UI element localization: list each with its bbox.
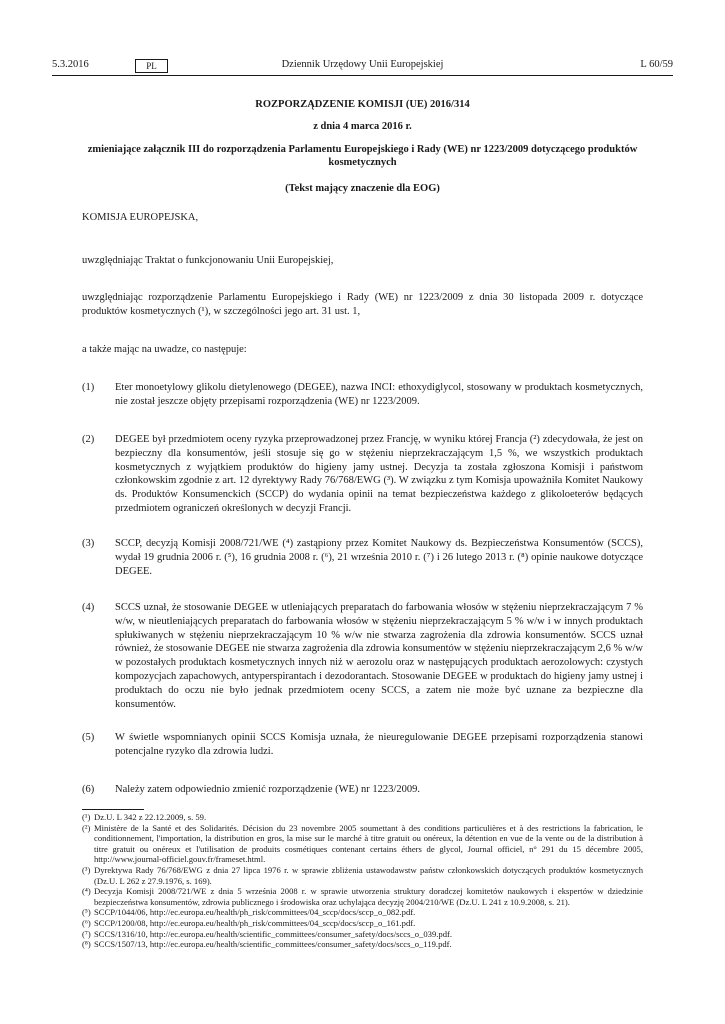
journal-title: Dziennik Urzędowy Unii Europejskiej bbox=[281, 59, 444, 70]
recital-number: (2) bbox=[82, 434, 95, 445]
footnote-6 bbox=[82, 918, 643, 929]
footnotes bbox=[82, 812, 643, 950]
title-eea-relevance: (Tekst mający znaczenie dla EOG) bbox=[285, 183, 440, 194]
recital-3 bbox=[82, 537, 643, 578]
page-header bbox=[52, 59, 673, 75]
regulation-title bbox=[60, 98, 665, 195]
recital-text: Należy zatem odpowiednio zmienić rozporządzenie (WE) nr 1223/2009. bbox=[115, 784, 420, 795]
title-subject: zmieniające załącznik III do rozporządzenia Parlamentu Europejskiego i Rady (WE) nr 1223/2009 dotyczącego produktów kosmetycznych bbox=[87, 144, 638, 168]
footnote-text: SCCP/1200/08, http://ec.europa.eu/health/ph_risk/committees/04_sccp/docs/sccp_o_161.pdf. bbox=[94, 917, 416, 928]
recital-number: (6) bbox=[82, 784, 95, 795]
recital-1 bbox=[82, 381, 643, 409]
footnote-number: (⁸) bbox=[82, 939, 91, 950]
footnote-number: (³) bbox=[82, 864, 91, 875]
footnote-divider bbox=[82, 809, 144, 810]
footnote-text: SCCS/1507/13, http://ec.europa.eu/health/scientific_committees/consumer_safety/docs/sccs_o_119.pdf. bbox=[94, 939, 452, 950]
recital-text: SCCS uznał, że stosowanie DEGEE w utleniających preparatach do farbowania włosów w stężeniu nieprzekraczającym 7 % w/w, w nieutleniających preparatach do farbowania włosów w stężeniu nieprzekraczającym 5 % w/w i w innych produktach spłukiwanych w stężeniu nieprzekraczającym 10 % w/w nie stwarza zagrożenia dla zdrowia konsumentów. SCCS uznał również, że stosowanie DEGEE nie stwarza zagrożenia dla zdrowia konsumentów w stężeniu nieprzekraczającym 2,6 % w/w w pozostałych produktach kosmetycznych innych niż w aerozolu oraz w następujących produktach aerozolowych: czystych kompozycjach zapachowych, antyperspirantach i dezodorantach. Stosowanie DEGEE w produktach do higieny jamy ustnej i produktach do oczu nie było jednak przedmiotem oceny SCCS, a zatem nie może być uznane za bezpieczne dla konsumentów. bbox=[115, 602, 643, 710]
language-badge: PL bbox=[135, 59, 168, 73]
footnote-3 bbox=[82, 865, 643, 886]
footnote-number: (⁴) bbox=[82, 886, 91, 897]
citation-regulation: uwzględniając rozporządzenie Parlamentu Europejskiego i Rady (WE) nr 1223/2009 z dnia 30 listopada 2009 r. dotyczące produktów kosmetycznych (¹), w szczególności jego art. 31 ust. 1, bbox=[82, 292, 643, 317]
page-number: L 60/59 bbox=[640, 59, 673, 70]
recital-number: (1) bbox=[82, 382, 95, 393]
footnote-text: Ministère de la Santé et des Solidarités. Décision du 23 novembre 2005 soumettant à des conditions particulières et à des restrictions la fabrication, le conditionnement, l'importation, la distribution en gros, la mise sur le marché à titre gratuit ou onéreux, la détention en vue de la vente ou de la distribution à titre gratuit ou onéreux et l'utilisation de produits cosmétiques contenant certains éthers de glycol, Journal officiel, n° 291 du 15 décembre 2005, http://www.journal-officiel.gouv.fr/frameset.html. bbox=[94, 822, 643, 865]
header-divider bbox=[52, 75, 673, 76]
recital-number: (4) bbox=[82, 602, 95, 613]
footnote-1 bbox=[82, 812, 643, 823]
recital-text: W świetle wspomnianych opinii SCCS Komisja uznała, że nieuregulowanie DEGEE przepisami rozporządzenia stanowi potencjalne ryzyko dla zdrowia ludzi. bbox=[115, 732, 643, 757]
footnote-text: Dyrektywa Rady 76/768/EWG z dnia 27 lipca 1976 r. w sprawie zbliżenia ustawodawstw państw członkowskich dotyczących produktów kosmetycznych (Dz.U. L 262 z 27.9.1976, s. 169). bbox=[94, 864, 643, 886]
recital-text: Eter monoetylowy glikolu dietylenowego (DEGEE), nazwa INCI: ethoxydiglycol, stosowany w produktach kosmetycznych, nie został jeszcze objęty przepisami rozporządzenia (WE) nr 1223/2009. bbox=[115, 382, 643, 407]
publication-date: 5.3.2016 bbox=[52, 59, 89, 70]
footnote-text: Decyzja Komisji 2008/721/WE z dnia 5 września 2008 r. w sprawie utworzenia struktury doradczej komitetów naukowych i ekspertów w dziedzinie bezpieczeństwa konsumentów, zdrowia publicznego i środowiska oraz uchylająca decyzję 2004/210/WE (Dz.U. L 241 z 10.9.2008, s. 21). bbox=[94, 886, 643, 907]
title-date: z dnia 4 marca 2016 r. bbox=[313, 121, 412, 132]
whereas-intro: a także mając na uwadze, co następuje: bbox=[82, 344, 247, 355]
recital-number: (3) bbox=[82, 538, 95, 549]
footnote-text: SCCP/1044/06, http://ec.europa.eu/health/ph_risk/committees/04_sccp/docs/sccp_o_082.pdf. bbox=[94, 907, 416, 918]
recital-2 bbox=[82, 433, 643, 516]
footnote-7 bbox=[82, 929, 643, 940]
citation-treaty: uwzględniając Traktat o funkcjonowaniu Unii Europejskiej, bbox=[82, 255, 334, 266]
recital-5 bbox=[82, 731, 643, 759]
recital-4 bbox=[82, 601, 643, 711]
footnote-text: SCCS/1316/10, http://ec.europa.eu/health/scientific_committees/consumer_safety/docs/sccs_o_039.pdf. bbox=[94, 928, 453, 939]
footnote-2 bbox=[82, 823, 643, 865]
title-regulation-number: ROZPORZĄDZENIE KOMISJI (UE) 2016/314 bbox=[255, 99, 470, 110]
footnote-4 bbox=[82, 886, 643, 907]
issuer: KOMISJA EUROPEJSKA, bbox=[82, 212, 199, 223]
recital-6 bbox=[82, 783, 643, 797]
recital-text: DEGEE był przedmiotem oceny ryzyka przeprowadzonej przez Francję, w wyniku której Francja (²) zdecydowała, że jest on bezpieczny dla konsumentów, jeśli stosuje się go w stężeniu nieprzekraczającym 1,5 %, we wszystkich produktach kosmetycznych z wyjątkiem produktów do higieny jamy ustnej. Decyzja ta została zgłoszona Komisji i państwom członkowskim zgodnie z art. 12 dyrektywy Rady 76/768/EWG (³). W związku z tym Komisja upoważniła Komitet Naukowy ds. Produktów Konsumenckich (SCCP) do wydania opinii na temat bezpieczeństwa każdego z glikoloeterów będących przedmiotem ograniczeń określonych w decyzji Francji. bbox=[115, 434, 643, 514]
footnote-number: (⁷) bbox=[82, 928, 91, 939]
footnote-5 bbox=[82, 907, 643, 918]
footnote-number: (²) bbox=[82, 822, 91, 833]
footnote-number: (¹) bbox=[82, 812, 91, 822]
footnote-number: (⁵) bbox=[82, 907, 91, 918]
footnote-8 bbox=[82, 939, 643, 950]
recital-number: (5) bbox=[82, 732, 95, 743]
footnote-text: Dz.U. L 342 z 22.12.2009, s. 59. bbox=[94, 812, 207, 822]
recital-text: SCCP, decyzją Komisji 2008/721/WE (⁴) zastąpiony przez Komitet Naukowy ds. Bezpieczeństwa Konsumentów (SCCS), wydał 19 grudnia 2006 r. (⁵), 16 grudnia 2008 r. (⁶), 21 września 2010 r. (⁷) i 26 lutego 2013 r. (⁸) opinie naukowe dotyczące DEGEE. bbox=[115, 538, 643, 577]
footnote-number: (⁶) bbox=[82, 917, 91, 928]
